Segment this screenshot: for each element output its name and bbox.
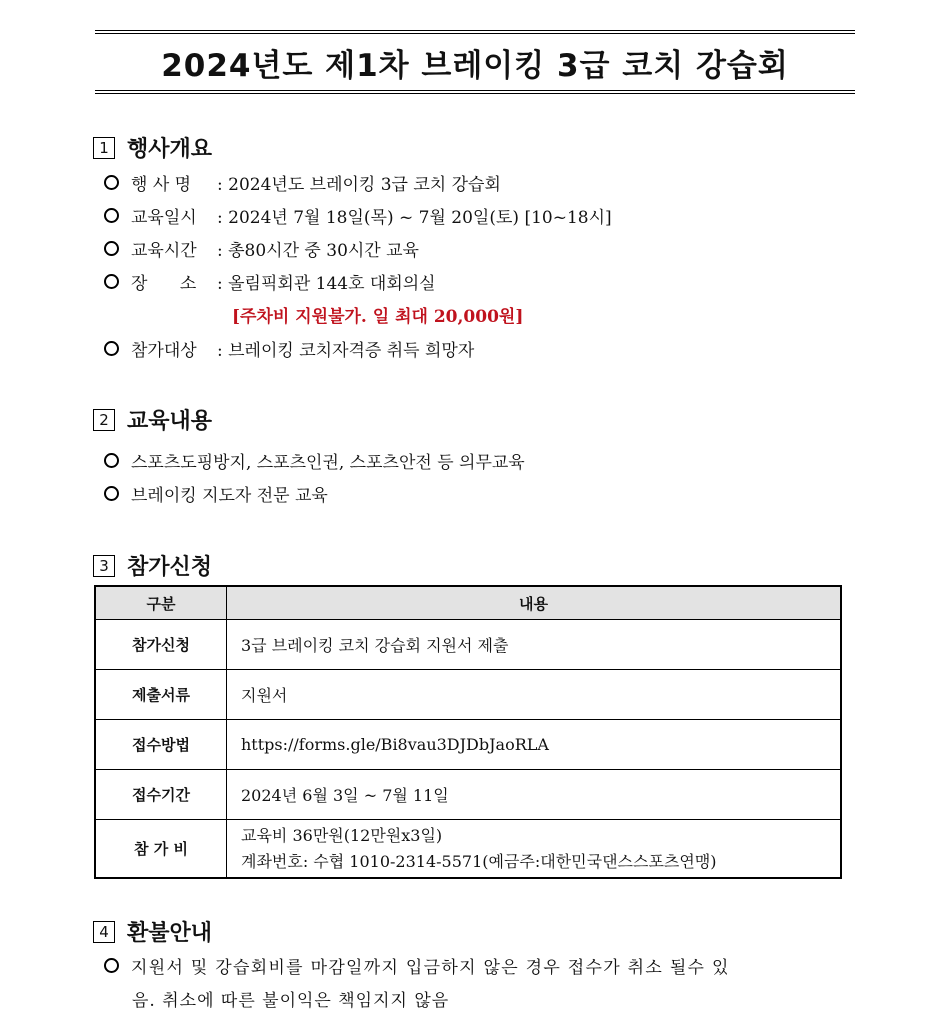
row-key: 접수기간 [96, 770, 227, 820]
section-heading-refund [93, 916, 212, 947]
refund-line-1: 지원서 및 강습회비를 마감일까지 입금하지 않은 경우 접수가 취소 될수 있 [131, 958, 730, 978]
row-key: 접수방법 [96, 720, 227, 770]
overview-item-venue [104, 269, 436, 294]
item-label: 참가대상 [131, 341, 197, 361]
section-number: 4 [93, 921, 115, 943]
section-heading-apply [93, 550, 212, 581]
item-label: 장 소 [131, 274, 197, 294]
overview-item-target [104, 336, 474, 361]
section-title: 행사개요 [127, 137, 213, 162]
item-label: 교육시간 [131, 241, 197, 261]
refund-item [104, 953, 730, 978]
row-key: 참가신청 [96, 620, 227, 670]
fee-value [227, 820, 841, 878]
fee-line-2: 계좌번호: 수협 1010-2314-5571(예금주:대한민국댄스스포츠연맹) [241, 851, 717, 871]
overview-item-event-name [104, 170, 501, 195]
row-value: 지원서 [227, 670, 841, 720]
row-key: 제출서류 [96, 670, 227, 720]
content-item [104, 448, 525, 473]
content-item-text: 스포츠도핑방지, 스포츠인권, 스포츠안전 등 의무교육 [131, 453, 525, 473]
overview-item-hours [104, 236, 419, 261]
circle-bullet-icon [104, 241, 119, 256]
title-box [95, 30, 855, 94]
circle-bullet-icon [104, 341, 119, 356]
parking-note: [주차비 지원불가. 일 최대 20,000원] [232, 307, 524, 327]
circle-bullet-icon [104, 453, 119, 468]
section-number: 1 [93, 137, 115, 159]
page-title: 2024년도 제1차 브레이킹 3급 코치 강습회 [161, 47, 789, 84]
refund-line-2: 음. 취소에 따른 불이익은 책임지지 않음 [132, 991, 450, 1011]
application-table [95, 586, 841, 878]
circle-bullet-icon [104, 958, 119, 973]
fee-line-1: 교육비 36만원(12만원x3일) [241, 825, 443, 845]
item-value: : 올림픽회관 144호 대회의실 [217, 274, 436, 294]
content-item [104, 481, 328, 506]
section-title: 환불안내 [127, 921, 213, 946]
item-value: : 2024년도 브레이킹 3급 코치 강습회 [217, 175, 501, 195]
section-title: 교육내용 [127, 409, 213, 434]
content-item-text: 브레이킹 지도자 전문 교육 [131, 486, 328, 506]
circle-bullet-icon [104, 175, 119, 190]
circle-bullet-icon [104, 486, 119, 501]
item-label: 교육일시 [131, 208, 197, 228]
refund-item-cont [132, 986, 449, 1011]
circle-bullet-icon [104, 274, 119, 289]
section-heading-content [93, 404, 212, 435]
table-row [96, 620, 841, 670]
item-value: : 2024년 7월 18일(목) ~ 7월 20일(토) [10~18시] [217, 208, 612, 228]
section-number: 3 [93, 555, 115, 577]
table-row-fee [96, 820, 841, 878]
section-number: 2 [93, 409, 115, 431]
form-link[interactable]: https://forms.gle/Bi8vau3DJDbJaoRLA [227, 720, 841, 770]
table-header-content: 내용 [227, 587, 841, 620]
table-header-category: 구분 [96, 587, 227, 620]
row-value: 2024년 6월 3일 ~ 7월 11일 [227, 770, 841, 820]
table-row [96, 770, 841, 820]
row-key: 참 가 비 [96, 820, 227, 878]
circle-bullet-icon [104, 208, 119, 223]
item-value: : 총80시간 중 30시간 교육 [217, 241, 419, 261]
table-row [96, 720, 841, 770]
table-row [96, 670, 841, 720]
section-title: 참가신청 [127, 555, 213, 580]
item-value: : 브레이킹 코치자격증 취득 희망자 [217, 341, 475, 361]
section-heading-overview [93, 132, 212, 163]
overview-item-date [104, 203, 612, 228]
row-value: 3급 브레이킹 코치 강습회 지원서 제출 [227, 620, 841, 670]
item-label: 행 사 명 [131, 175, 192, 195]
